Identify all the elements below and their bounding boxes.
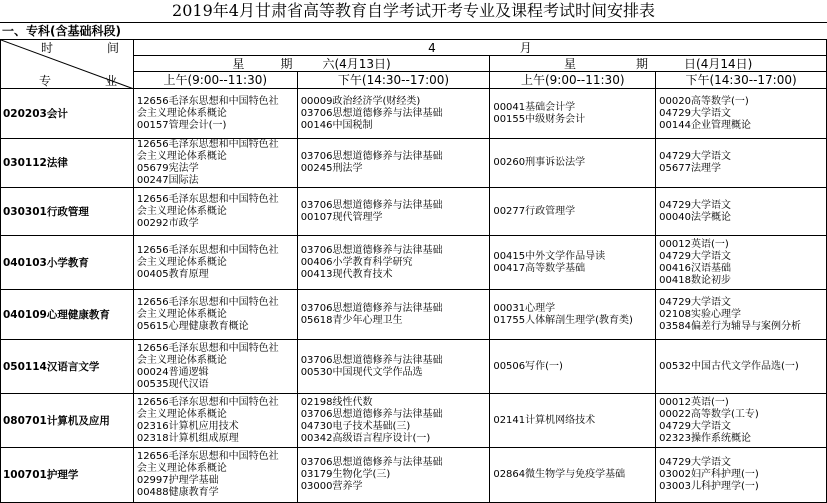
- major-cell: 040109心理健康教育: [1, 290, 134, 340]
- course-cell: [297, 236, 490, 290]
- session-header: 上午(9:00--11:30): [133, 72, 297, 89]
- course-entry: 00040法学概论: [659, 211, 731, 223]
- course-entry: 02316计算机应用技术: [136, 420, 239, 432]
- course-entry: 00342高级语言程序设计(一): [300, 432, 431, 444]
- day1-weekday-char-b: 期: [280, 56, 293, 71]
- course-cell: [656, 236, 827, 290]
- course-entry: 02141计算机网络技术: [493, 414, 596, 426]
- course-entry: 03706思想道德修养与法律基础: [300, 107, 443, 119]
- course-entry: 会主义理论体系概论: [136, 107, 227, 119]
- page-title: 2019年4月甘肃省高等教育自学考试开考专业及课程考试时间安排表: [172, 1, 655, 20]
- day2-date: 日(4月14日): [684, 56, 753, 71]
- major-cell: 050114汉语言文学: [1, 340, 134, 394]
- session-header: 下午(14:30--17:00): [297, 72, 490, 89]
- course-entry: 03002妇产科护理(一): [659, 469, 759, 480]
- course-entry: 04730电子技术基础(三): [300, 420, 411, 432]
- course-entry: 03706思想道德修养与法律基础: [300, 457, 443, 468]
- course-cell: [490, 340, 656, 394]
- course-entry: 00245刑法学: [300, 163, 363, 174]
- course-entry: 03706思想道德修养与法律基础: [300, 354, 443, 366]
- course-entry: 04729大学语文: [659, 457, 731, 468]
- course-entry: 00406小学教育科学研究: [300, 256, 413, 268]
- course-cell: [656, 188, 827, 236]
- course-entry: 00012英语(一): [659, 238, 729, 250]
- course-entry: 04729大学语文: [659, 296, 731, 308]
- course-entry: 00012英语(一): [659, 396, 729, 408]
- course-cell: [133, 290, 297, 340]
- course-cell: [490, 139, 656, 188]
- course-entry: 00292市政学: [136, 217, 199, 229]
- course-entry: 04729大学语文: [659, 199, 731, 211]
- course-cell: [133, 89, 297, 139]
- course-cell: [656, 448, 827, 503]
- course-entry: 12656毛泽东思想和中国特色社: [136, 95, 279, 107]
- session-header: 下午(14:30--17:00): [656, 72, 827, 89]
- course-entry: 04729大学语文: [659, 107, 731, 119]
- header-corner: [1, 40, 134, 89]
- course-cell: [490, 290, 656, 340]
- course-entry: 00417高等数学基础: [493, 262, 586, 274]
- course-entry: 00022高等数学(工专): [659, 408, 759, 420]
- course-entry: 00405教育原理: [136, 268, 209, 280]
- course-entry: 00530中国现代文学作品选: [300, 366, 423, 378]
- course-entry: 12656毛泽东思想和中国特色社: [136, 296, 279, 308]
- course-entry: 00506写作(一): [493, 360, 563, 372]
- course-entry: 00488健康教育学: [136, 487, 219, 498]
- course-entry: 会主义理论体系概论: [136, 408, 227, 420]
- course-entry: 12656毛泽东思想和中国特色社: [136, 244, 279, 256]
- table-row: [1, 188, 827, 236]
- table-row: [1, 236, 827, 290]
- session-header: 上午(9:00--11:30): [490, 72, 656, 89]
- course-entry: 00024普通逻辑: [136, 366, 209, 378]
- major-cell: 020203会计: [1, 89, 134, 139]
- day2-header: [490, 56, 827, 72]
- course-cell: [297, 89, 490, 139]
- course-cell: [297, 188, 490, 236]
- course-entry: 00144企业管理概论: [659, 119, 751, 131]
- course-cell: [297, 290, 490, 340]
- course-entry: 02318计算机组成原理: [136, 432, 239, 444]
- day1-header: [133, 56, 490, 72]
- course-entry: 01755人体解剖生理学(教育类): [493, 314, 633, 326]
- table-row: [1, 139, 827, 188]
- course-entry: 会主义理论体系概论: [136, 463, 227, 474]
- course-entry: 03706思想道德修养与法律基础: [300, 151, 443, 162]
- course-entry: 会主义理论体系概论: [136, 354, 227, 366]
- table-row: [1, 89, 827, 139]
- course-cell: [490, 394, 656, 448]
- course-entry: 00415中外文学作品导读: [493, 250, 606, 262]
- day2-weekday-char-a: 星: [564, 56, 577, 71]
- course-entry: 04729大学语文: [659, 151, 731, 162]
- course-entry: 00247国际法: [136, 175, 199, 186]
- course-entry: 会主义理论体系概论: [136, 308, 227, 320]
- course-cell: [297, 448, 490, 503]
- corner-major-label: 专 业: [39, 74, 128, 88]
- course-entry: 02864微生物学与免疫学基础: [493, 469, 626, 480]
- month-header: [133, 40, 826, 56]
- course-entry: 02198线性代数: [300, 396, 373, 408]
- course-entry: 00532中国古代文学作品选(一): [659, 360, 799, 372]
- table-row: [1, 340, 827, 394]
- course-cell: [297, 394, 490, 448]
- schedule-table: [0, 39, 827, 503]
- table-row: [1, 448, 827, 503]
- course-entry: 00020高等数学(一): [659, 95, 749, 107]
- course-cell: [133, 139, 297, 188]
- course-entry: 12656毛泽东思想和中国特色社: [136, 451, 279, 462]
- corner-time-label: 时 间: [41, 41, 130, 55]
- course-entry: 00260刑事诉讼法学: [493, 157, 586, 168]
- course-entry: 00277行政管理学: [493, 205, 576, 217]
- course-entry: 00041基础会计学: [493, 101, 576, 113]
- course-entry: 12656毛泽东思想和中国特色社: [136, 139, 279, 150]
- table-row: [1, 394, 827, 448]
- course-cell: [490, 236, 656, 290]
- course-entry: 00031心理学: [493, 302, 556, 314]
- course-entry: 12656毛泽东思想和中国特色社: [136, 396, 279, 408]
- major-cell: 100701护理学: [1, 448, 134, 503]
- course-entry: 05679宪法学: [136, 163, 199, 174]
- course-cell: [133, 448, 297, 503]
- course-entry: 会主义理论体系概论: [136, 256, 227, 268]
- major-cell: 030112法律: [1, 139, 134, 188]
- course-cell: [490, 188, 656, 236]
- course-entry: 05677法理学: [659, 163, 721, 174]
- course-cell: [656, 340, 827, 394]
- course-entry: 会主义理论体系概论: [136, 151, 227, 162]
- course-cell: [490, 448, 656, 503]
- table-row: [1, 290, 827, 340]
- course-entry: 00155中级财务会计: [493, 113, 586, 125]
- course-entry: 00416汉语基础: [659, 262, 731, 274]
- course-entry: 00535现代汉语: [136, 378, 209, 390]
- course-cell: [656, 290, 827, 340]
- major-cell: 040103小学教育: [1, 236, 134, 290]
- course-cell: [133, 188, 297, 236]
- course-entry: 12656毛泽东思想和中国特色社: [136, 342, 279, 354]
- course-entry: 02108实验心理学: [659, 308, 741, 320]
- day2-weekday-char-b: 期: [636, 56, 649, 71]
- course-entry: 00009政治经济学(财经类): [300, 95, 421, 107]
- course-entry: 02997护理学基础: [136, 475, 219, 486]
- course-entry: 05615心理健康教育概论: [136, 320, 249, 332]
- course-cell: [490, 89, 656, 139]
- course-entry: 00157管理会计(一): [136, 119, 227, 131]
- course-entry: 03000营养学: [300, 481, 363, 492]
- course-entry: 04729大学语文: [659, 420, 731, 432]
- course-entry: 03584偏差行为辅导与案例分析: [659, 320, 801, 332]
- course-entry: 会主义理论体系概论: [136, 205, 227, 217]
- course-entry: 03706思想道德修养与法律基础: [300, 302, 443, 314]
- major-cell: 080701计算机及应用: [1, 394, 134, 448]
- course-cell: [656, 139, 827, 188]
- course-entry: 03706思想道德修养与法律基础: [300, 199, 443, 211]
- course-entry: 00413现代教育技术: [300, 268, 393, 280]
- course-entry: 03706思想道德修养与法律基础: [300, 244, 443, 256]
- course-entry: 00418数论初步: [659, 274, 731, 286]
- course-entry: 00107现代管理学: [300, 211, 383, 223]
- course-entry: 03706思想道德修养与法律基础: [300, 408, 443, 420]
- course-cell: [297, 139, 490, 188]
- course-cell: [297, 340, 490, 394]
- day1-date: 六(4月13日): [322, 56, 391, 71]
- month-word: 月: [519, 40, 532, 55]
- course-cell: [133, 236, 297, 290]
- course-entry: 12656毛泽东思想和中国特色社: [136, 193, 279, 205]
- course-entry: 03179生物化学(三): [300, 469, 391, 480]
- month-number: 4: [428, 40, 436, 55]
- course-cell: [656, 89, 827, 139]
- major-cell: 030301行政管理: [1, 188, 134, 236]
- course-cell: [133, 340, 297, 394]
- day1-weekday-char-a: 星: [232, 56, 245, 71]
- section-heading: 一、专科(含基础科段): [0, 22, 827, 39]
- course-cell: [656, 394, 827, 448]
- course-entry: 05618青少年心理卫生: [300, 314, 403, 326]
- course-entry: 03003儿科护理学(一): [659, 481, 759, 492]
- course-cell: [133, 394, 297, 448]
- course-entry: 04729大学语文: [659, 250, 731, 262]
- course-entry: 02323操作系统概论: [659, 432, 751, 444]
- course-entry: 00146中国税制: [300, 119, 373, 131]
